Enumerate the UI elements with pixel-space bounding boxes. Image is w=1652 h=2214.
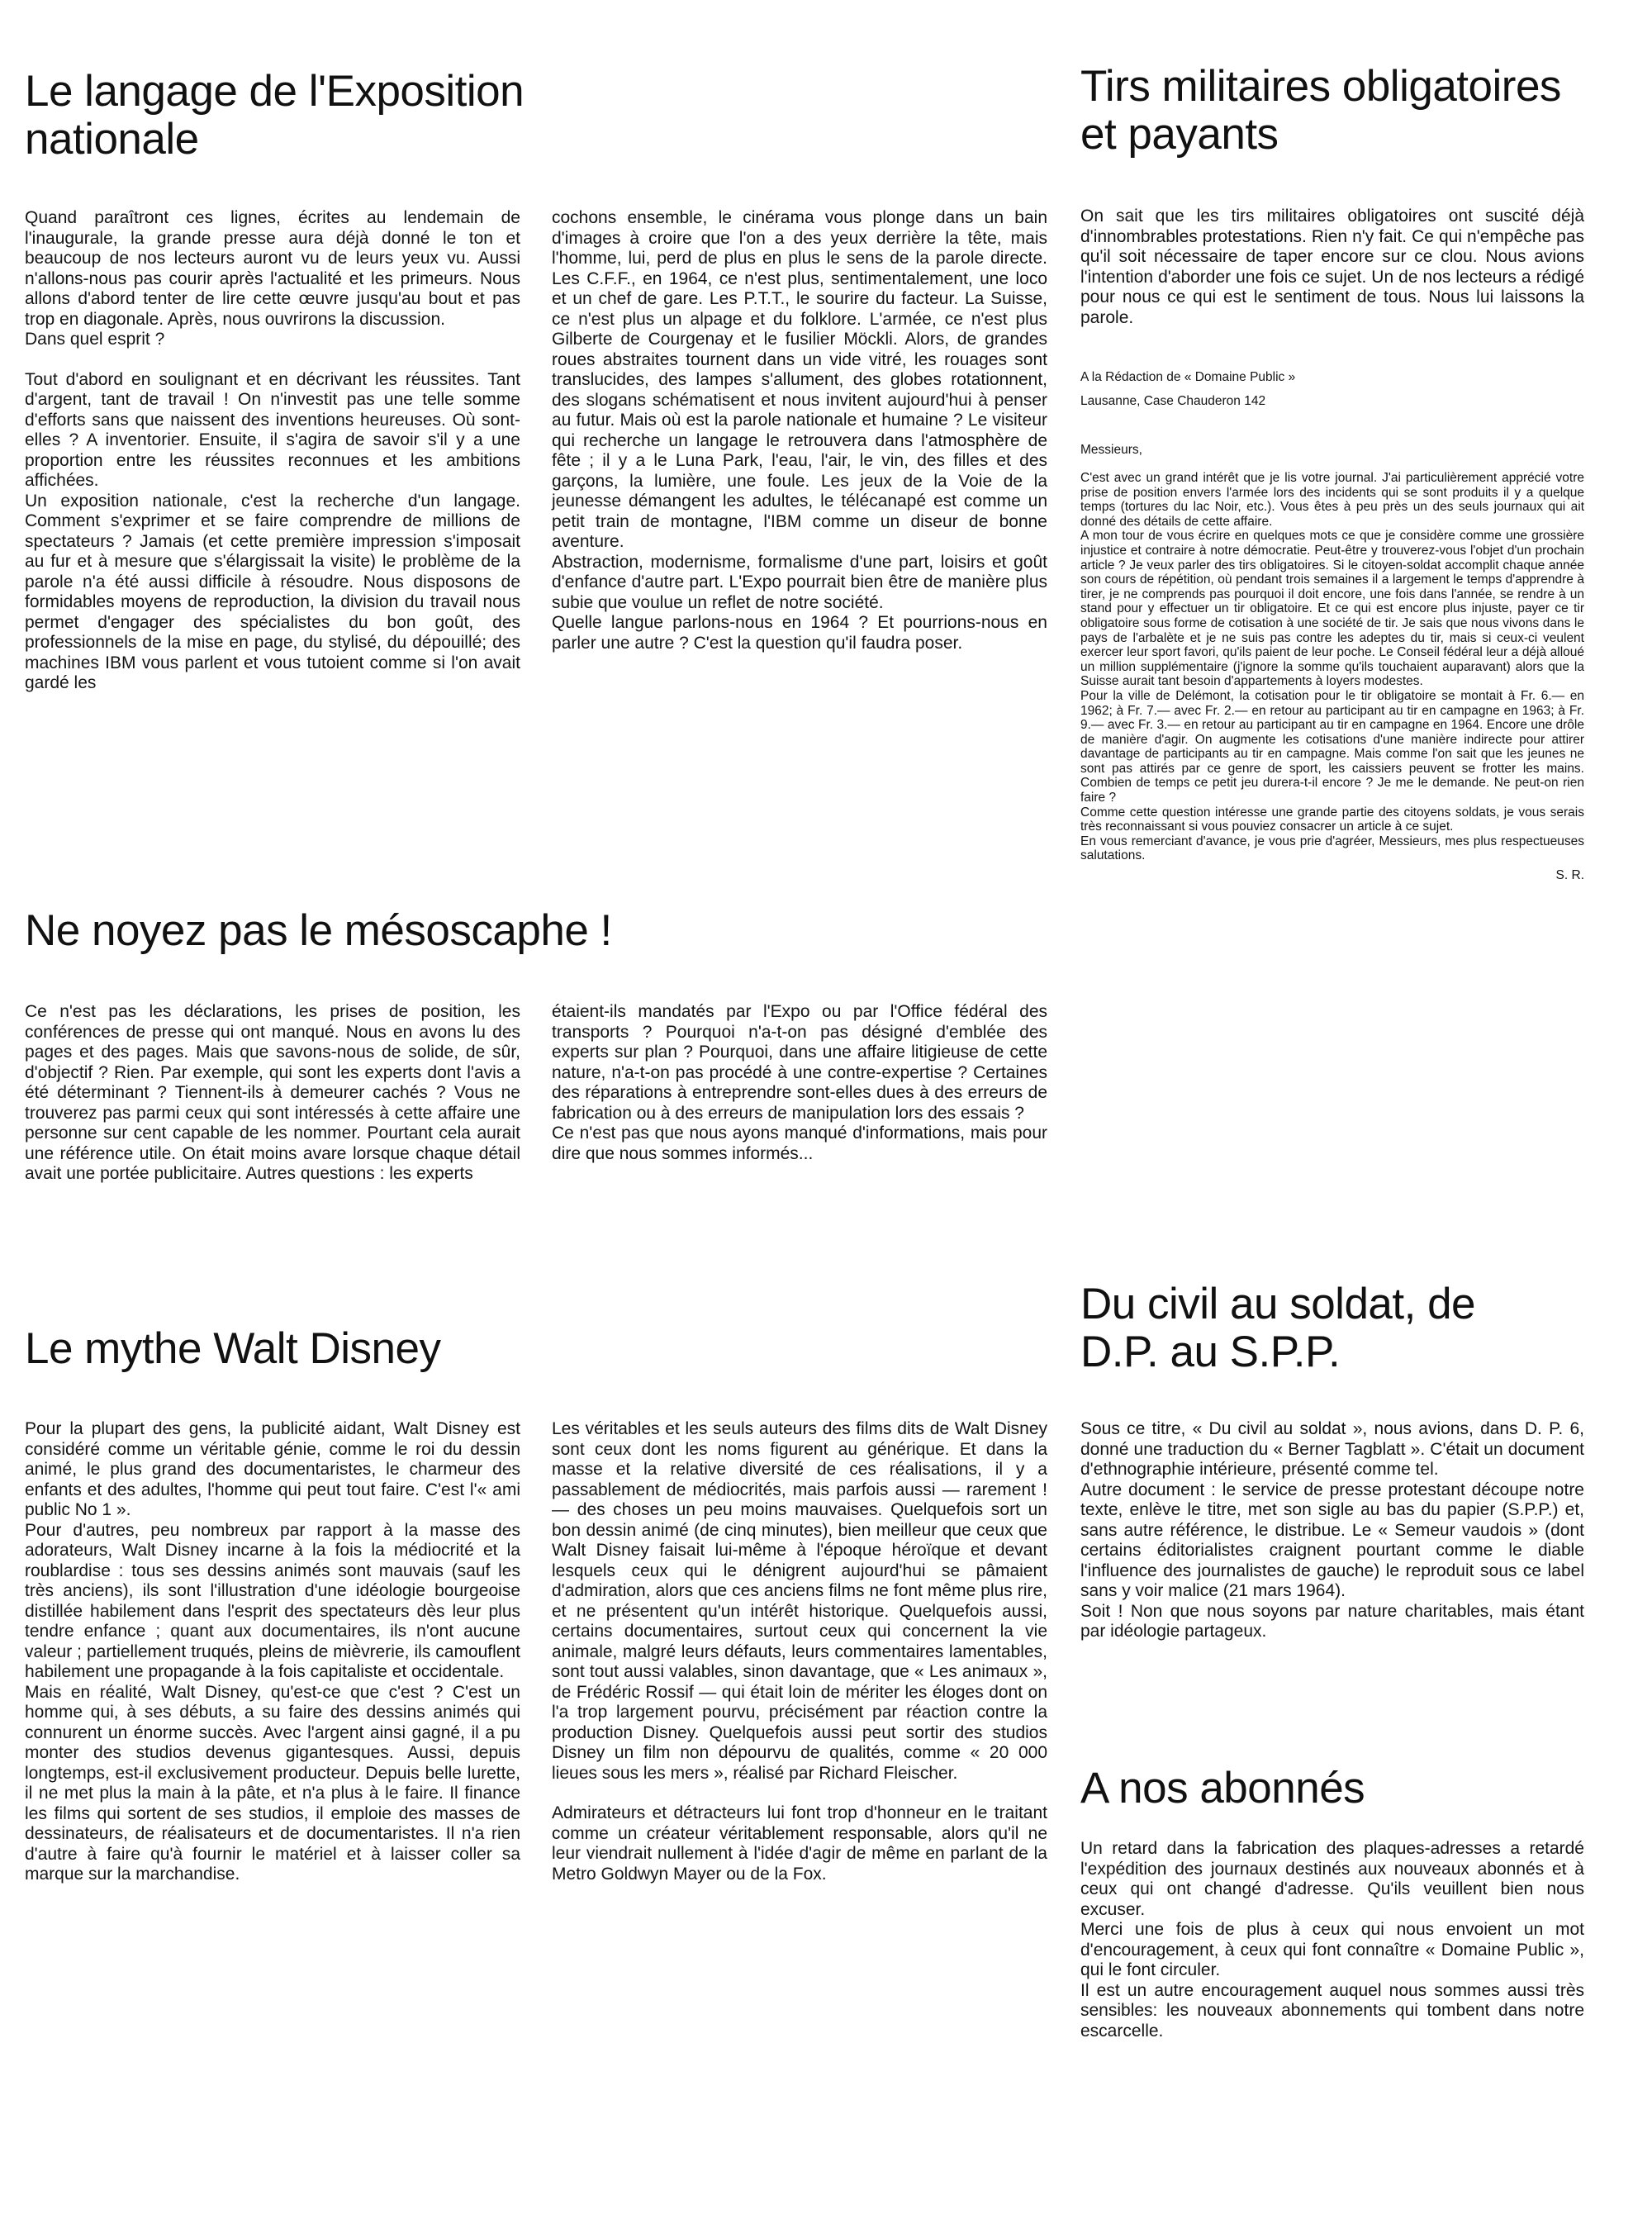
article-disney-body: [25, 1419, 1047, 1885]
paragraph: Il est un autre encouragement auquel nous sommes aussi très sensibles: les nouveaux abonnements qui tombent dans notre escarcelle.: [1080, 1980, 1584, 2041]
letter-paragraph: C'est avec un grand intérêt que je lis votre journal. J'ai particulièrement apprécié votre prise de position envers l'armée lors des incidents qui se sont produits il y a quelque temps (tortures du lac Noir, etc.). Vous êtes à peu près un des seuls journaux qui ait donné des détails de cette affaire.: [1080, 471, 1584, 529]
paragraph: Quand paraîtront ces lignes, écrites au lendemain de l'inaugurale, la grande presse aura déjà donné le ton et beaucoup de nos lecteurs auront vu de leurs yeux vu. Aussi n'allons-nous pas courir après l'actualité et les primeurs. Nous allons d'abord tenter de lire cette œuvre jusqu'au bout et pas trop en diagonale. Après, nous ouvrirons la discussion.: [25, 208, 520, 329]
paragraph: Tout d'abord en soulignant et en décrivant les réussites. Tant d'argent, tant de travail ! On n'investit pas une telle somme d'efforts sans que naissent des inventions heureuses. Où sont-elles ? A inventorier. Ensuite, il s'agira de savoir s'il y a une proportion entre les réussites reconnues et les ambitions affichées.: [25, 369, 520, 490]
column-2: [552, 1002, 1047, 1185]
letter-address: A la Rédaction de « Domaine Public »: [1080, 370, 1296, 384]
article-tirs-body: [1080, 207, 1584, 883]
letter-address: Lausanne, Case Chauderon 142: [1080, 394, 1266, 408]
letter-salutation: Messieurs,: [1080, 443, 1142, 457]
paragraph: Un retard dans la fabrication des plaques-adresses a retardé l'expédition des journaux destinés aux nouveaux abonnés et à ceux qui ont changé d'adresse. Qu'ils veuillent bien nous excuser.: [1080, 1839, 1584, 1919]
paragraph: Abstraction, modernisme, formalisme d'une part, loisirs et goût d'enfance d'autre part. L'Expo pourrait bien être de manière plus subie que voulue un reflet de notre société.: [552, 552, 1047, 612]
letter-paragraph: Pour la ville de Delémont, la cotisation pour le tir obligatoire se montait à Fr. 6.— en 1962; à Fr. 7.— avec Fr. 2.— en retour au participant au tir en campagne en 1963; à Fr. 9.— avec Fr. 3.— en retour au participant au tir en campagne en 1964. Encore une drôle de manière d'agir. On augmente les cotisations d'une manière indirecte pour attirer davantage de participants au tir en campagne. Mais comme l'on sait que les jeunes ne sont pas attirés par ce genre de sport, les caissiers peuvent se frotter les mains. Combien de temps ce petit jeu durera-t-il encore ? Je me le demande. Ne peut-on rien faire ?: [1080, 688, 1584, 805]
paragraph: Les véritables et les seuls auteurs des films dits de Walt Disney sont ceux dont les noms figurent au générique. Et dans la masse et la relative diversité de ces réalisations, il y a passablement de médiocrités, mais parfois aussi — rarement ! — des choses un peu moins mauvaises. Quelquefois sort un bon dessin animé (de cinq minutes), bien meilleur que ceux que Walt Disney faisait lui-même à l'époque héroïque et devant lesquels ceux qui le dénigrent aujourd'hui se pâmaient d'admiration, alors que ces anciens films ne font même plus rire, et ne présentent qu'un intérêt historique. Quelquefois aussi, certains documentaires, surtout ceux qui concernent la vie animale, malgré leurs défauts, leurs commentaires lamentables, sont tout aussi valables, sinon davantage, que « Les animaux », de Frédéric Rossif — qui était loin de mériter les éloges dont on l'a trop largement pourvu, précisément par réaction contre la production Disney. Quelquefois aussi peut sortir des studios Disney un film non dépourvu de qualités, comme « 20 000 lieues sous les mers », réalisé par Richard Fleischer.: [552, 1419, 1047, 1783]
paragraph: Mais en réalité, Walt Disney, qu'est-ce que c'est ? C'est un homme qui, à ses débuts, a su faire des dessins animés qui connurent un énorme succès. Avec l'argent ainsi gagné, il a pu monter des studios devenus gigantesques. Aussi, depuis longtemps, est-il exclusivement producteur. Depuis belle lurette, il ne met plus la main à la pâte, et n'a plus à le faire. Il finance les films qui sortent de ses studios, il emploie des masses de dessinateurs, de réalisateurs et de documentaristes. Il n'a rien d'autre à faire qu'à fournir le matériel et à laisser coller sa marque sur la marchandise.: [25, 1682, 520, 1884]
article-exposition: [25, 68, 1049, 164]
article-civil-body: [1080, 1419, 1584, 1642]
reader-letter: [1080, 369, 1584, 883]
article-mesoscaphe-body: [25, 1002, 1047, 1185]
column-1: [25, 1002, 520, 1185]
article-title-civil: Du civil au soldat, de D.P. au S.P.P.: [1080, 1280, 1476, 1376]
paragraph: Un exposition nationale, c'est la recherche d'un langage. Comment s'exprimer et se faire comprendre de millions de spectateurs ? Jamais (et cette première impression s'imposait au fur et à mesure que s'élargissait la visite) le problème de la parole n'a été aussi difficile à résoudre. Nous disposons de formidables moyens de reproduction, la division du travail nous permet d'engager des spécialistes du bon goût, des professionnels de la mise en page, du stylisé, du dépouillé; des machines IBM vous parlent et vous tutoient comme si l'on avait gardé les: [25, 491, 520, 692]
paragraph: Ce n'est pas que nous ayons manqué d'informations, mais pour dire que nous sommes informés...: [552, 1124, 1047, 1163]
paragraph: Pour d'autres, peu nombreux par rapport à la masse des adorateurs, Walt Disney incarne à la fois la médiocrité et la roublardise : tous ses dessins animés sont mauvais (sauf les très anciens), ils sont l'illustration d'une idéologie bourgeoise distillée habilement dans l'esprit des spectateurs dès leur plus tendre enfance ; quant aux documentaires, ils n'ont aucune valeur ; partiellement truqués, pleins de mièvrerie, ils camouflent habilement une propagande à la fois capitaliste et occidentale.: [25, 1520, 520, 1681]
paragraph: Merci une fois de plus à ceux qui nous envoient un mot d'encouragement, à ceux qui font connaître « Domaine Public », qui le font circuler.: [1080, 1920, 1584, 1979]
article-title-disney: Le mythe Walt Disney: [25, 1324, 441, 1373]
article-abonnes-body: [1080, 1839, 1584, 2041]
column-1: [25, 1419, 520, 1885]
article-intro: On sait que les tirs militaires obligatoires ont suscité déjà d'innombrables protestations. Rien n'y fait. Ce qui n'empêche pas qu'il soit nécessaire de taper encore sur ce clou. Nous avions l'intention d'aborder une fois ce sujet. Un de nos lecteurs a rédigé pour nous ce qui est le sentiment de tous. Nous lui laissons la parole.: [1080, 207, 1584, 327]
article-tirs: [1080, 63, 1609, 159]
article-title-abonnes: A nos abonnés: [1080, 1764, 1365, 1813]
paragraph: Pour la plupart des gens, la publicité aidant, Walt Disney est considéré comme un véritable génie, comme le roi du dessin animé, le plus grand des documentaristes, le charmeur des enfants et des adultes, l'homme qui peut tout faire. C'est l'« ami public No 1 ».: [25, 1419, 520, 1519]
paragraph: Sous ce titre, « Du civil au soldat », nous avions, dans D. P. 6, donné une traduction du « Berner Tagblatt ». C'était un document d'ethnographie intérieure, présenté comme tel.: [1080, 1419, 1584, 1479]
paragraph: Soit ! Non que nous soyons par nature charitables, mais étant par idéologie partageux.: [1080, 1601, 1584, 1641]
paragraph: Dans quel esprit ?: [25, 330, 165, 349]
article-mesoscaphe: [25, 907, 612, 955]
column-2: [552, 208, 1047, 694]
article-title-exposition: Le langage de l'Exposition nationale: [25, 67, 525, 164]
letter-paragraph: Comme cette question intéresse une grande partie des citoyens soldats, je vous serais très reconnaissant si vous pouviez consacrer un article à ce sujet.: [1080, 805, 1584, 834]
letter-signature: S. R.: [1555, 868, 1584, 883]
paragraph: cochons ensemble, le cinérama vous plonge dans un bain d'images à croire que l'on a des yeux derrière la tête, mais l'homme, lui, perd de plus en plus le sens de la parole directe. Les C.F.F., en 1964, ce n'est plus, sentimentalement, une loco et un chef de gare. Les P.T.T., le sourire du facteur. La Suisse, ce n'est plus un alpage et du folklore. L'armée, ce n'est plus Gilberte de Courgenay et le fusilier Möckli. Alors, de grandes roues abstraites tournent dans un vide vitré, les rouages sont translucides, des lampes s'allument, des globes rotationnent, des slogans schématisent et nous invitent aujourd'hui à penser au futur. Mais où est la parole nationale et humaine ? Le visiteur qui recherche un langage le retrouvera dans l'atmosphère de fête ; il y a le Luna Park, l'eau, l'air, le vin, des filles et des garçons, la lumière, une foule. Les jeux de la Voie de la jeunesse démangent les adultes, le télécanapé est comme un petit train de montagne, l'IBM comme un diseur de bonne aventure.: [552, 208, 1047, 551]
article-title-mesoscaphe: Ne noyez pas le mésoscaphe !: [25, 906, 612, 955]
column-1: [25, 208, 520, 694]
letter-paragraph: A mon tour de vous écrire en quelques mots ce que je considère comme une grossière injustice et contraire à notre démocratie. Peut-être y trouverez-vous l'objet d'un prochain article ? Je veux parler des tirs obligatoires. Si le citoyen-soldat accomplit chaque année son cours de répétition, où pendant trois semaines il a largement le temps d'apprendre à tirer, je ne comprends pas pourquoi il doit encore, une fois dans l'année, se rendre à un stand pour y effectuer un tir obligatoire. Et ce qui est encore plus injuste, payer ce tir obligatoire sous forme de cotisation à une société de tir. Je sais que nous vivons dans le pays de l'arbalète et je ne suis pas contre les adeptes du tir, mais si ceux-ci veulent exercer leur sport favori, qu'ils paient de leur poche. Le Conseil fédéral leur a déjà alloué un million supplémentaire (j'ignore la somme qu'ils touchaient auparavant) alors que la Suisse aurait tant besoin d'appartements à loyers modestes.: [1080, 529, 1584, 689]
letter-paragraph: En vous remerciant d'avance, je vous prie d'agréer, Messieurs, mes plus respectueuses salutations.: [1080, 834, 1584, 863]
article-abonnes: [1080, 1765, 1365, 1813]
paragraph: Quelle langue parlons-nous en 1964 ? Et pourrions-nous en parler une autre ? C'est la question qu'il faudra poser.: [552, 613, 1047, 653]
paragraph: étaient-ils mandatés par l'Expo ou par l'Office fédéral des transports ? Pourquoi n'a-t-on pas désigné d'emblée des experts sur plan ? Pourquoi, dans une affaire litigieuse de cette nature, n'a-t-on pas procédé à une contre-expertise ? Certaines des réparations à entreprendre sont-elles dues à des erreurs de fabrication ou à des erreurs de manipulation lors des essais ?: [552, 1002, 1047, 1123]
paragraph: Ce n'est pas les déclarations, les prises de position, les conférences de presse qui ont manqué. Nous en avons lu des pages et des pages. Mais que savons-nous de solide, de sûr, d'objectif ? Rien. Par exemple, qui sont les experts dont l'avis a été déterminant ? Tiennent-ils à demeurer cachés ? Vous ne trouverez pas parmi ceux qui sont intéressés à cette affaire une personne sur cent capable de les nommer. Pourtant cela aurait une référence utile. On était moins avare lorsque chaque détail avait une portée publicitaire. Autres questions : les experts: [25, 1002, 520, 1183]
paragraph: Admirateurs et détracteurs lui font trop d'honneur en le traitant comme un créateur véritablement responsable, alors qu'il ne leur viendrait nullement à l'idée d'agir de même en parlant de la Metro Goldwyn Mayer ou de la Fox.: [552, 1803, 1047, 1884]
article-title-tirs: Tirs militaires obligatoires et payants: [1080, 62, 1561, 159]
column-2: [552, 1419, 1047, 1885]
paragraph: Autre document : le service de presse protestant découpe notre texte, enlève le titre, met son sigle au bas du papier (S.P.P.) et, sans autre référence, le distribue. Le « Semeur vaudois » (dont certains éditorialistes craignent pourtant comme le diable l'influence des journalistes de gauche) le reproduit sous ce label sans y voir malice (21 mars 1964).: [1080, 1480, 1584, 1600]
article-civil: [1080, 1280, 1609, 1376]
article-disney: [25, 1325, 441, 1373]
article-exposition-body: [25, 208, 1047, 694]
